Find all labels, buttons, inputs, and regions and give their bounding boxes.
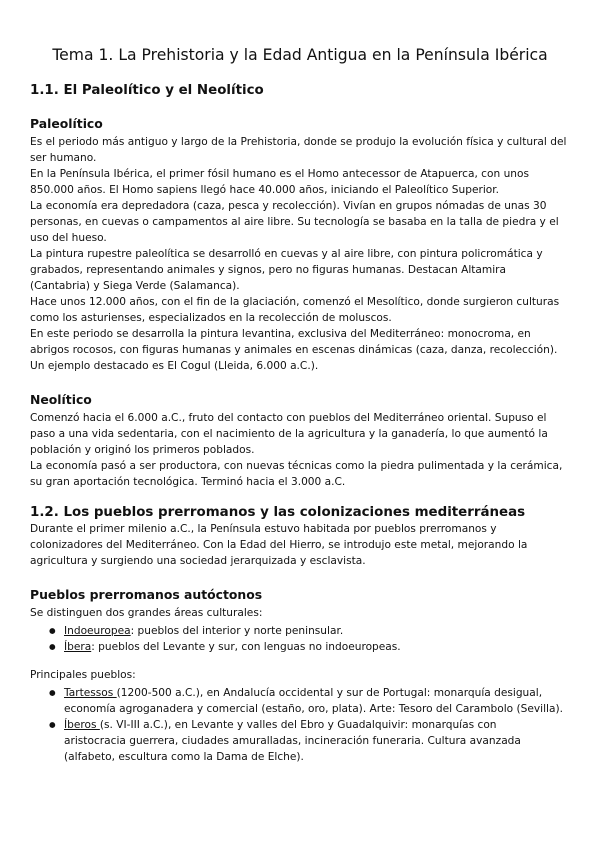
- text-line: uso del hueso.: [30, 232, 107, 244]
- text-line: grabados, representando animales y signos, pero no figuras humanas. Destacan Altamira: [30, 264, 507, 276]
- text-line: En la Península Ibérica, el primer fósil humano es el Homo antecessor de Atapuerca, con unos: [30, 168, 530, 180]
- list-item: [64, 685, 570, 717]
- paleolitico-text: [30, 134, 570, 374]
- item-text: aristocracia guerrera, ciudades amuralladas, incineración funeraria. Cultura avanzada: [64, 735, 521, 747]
- subheading-pueblos-prerromanos: Pueblos prerromanos autóctonos: [30, 587, 263, 602]
- item-text: (1200-500 a.C.), en Andalucía occidental y sur de Portugal: monarquía desigual,: [116, 687, 543, 699]
- text-line: como los asturienses, especializados en la recolección de moluscos.: [30, 312, 392, 324]
- text-line: En este periodo se desarrolla la pintura levantina, exclusiva del Mediterráneo: monocroma, en: [30, 328, 531, 340]
- subheading-neolitico: Neolítico: [30, 392, 92, 407]
- subheading-paleolitico: Paleolítico: [30, 116, 103, 131]
- document-title: Tema 1. La Prehistoria y la Edad Antigua en la Península Ibérica: [52, 46, 548, 64]
- text-line: agricultura y surgiendo una sociedad jerarquizada y esclavista.: [30, 555, 366, 567]
- list-item: [64, 717, 570, 765]
- item-text: economía agroganadera y comercial (estaño, oro, plata). Arte: Tesoro del Carambolo (Sevilla).: [64, 703, 563, 715]
- item-text: (alfabeto, escultura como la Dama de Elche).: [64, 751, 304, 763]
- term-indoeuropea: Indoeuropea: [64, 625, 131, 637]
- text-line: paso a una vida sedentaria, con el nacimiento de la agricultura y la ganadería, lo que aumentó la: [30, 428, 548, 440]
- section-1-2-intro: [30, 521, 570, 569]
- neolitico-text: [30, 410, 570, 490]
- list-item: [64, 623, 570, 639]
- text-line: Hace unos 12.000 años, con el fin de la glaciación, comenzó el Mesolítico, donde surgieron culturas: [30, 296, 560, 308]
- item-text: : pueblos del interior y norte peninsular.: [130, 625, 344, 637]
- text-line: Durante el primer milenio a.C., la Península estuvo habitada por pueblos prerromanos y: [30, 523, 497, 535]
- text-line: ser humano.: [30, 152, 97, 164]
- text-line: La economía pasó a ser productora, con nuevas técnicas como la piedra pulimentada y la cerámica,: [30, 460, 563, 472]
- text-line: (Cantabria) y Siega Verde (Salamanca).: [30, 280, 240, 292]
- text-line: población y originó los primeros poblados.: [30, 444, 255, 456]
- list-item: [64, 639, 570, 655]
- text-line: Comenzó hacia el 6.000 a.C., fruto del contacto con pueblos del Mediterráneo oriental. Supuso el: [30, 412, 547, 424]
- text-line: abrigos rocosos, con figuras humanas y animales en escenas dinámicas (caza, danza, recolección).: [30, 344, 558, 356]
- text-line: su gran aportación tecnológica. Terminó hacia el 3.000 a.C.: [30, 476, 346, 488]
- areas-list: [30, 623, 570, 655]
- text-line: colonizadores del Mediterráneo. Con la Edad del Hierro, se introdujo este metal, mejorando la: [30, 539, 528, 551]
- section-heading-1-2: 1.2. Los pueblos prerromanos y las colonizaciones mediterráneas: [30, 505, 526, 520]
- term-tartessos: Tartessos: [64, 687, 117, 699]
- text-line: personas, en cuevas o campamentos al aire libre. Su tecnología se basaba en la talla de piedra y el: [30, 216, 559, 228]
- section-heading-1-1: 1.1. El Paleolítico y el Neolítico: [30, 83, 264, 98]
- text-line: La economía era depredadora (caza, pesca y recolección). Vivían en grupos nómadas de unas 30: [30, 200, 547, 212]
- areas-intro: Se distinguen dos grandes áreas culturales:: [30, 607, 263, 619]
- peoples-list: [30, 685, 570, 765]
- text-line: Un ejemplo destacado es El Cogul (Lleida, 6.000 a.C.).: [30, 360, 319, 372]
- term-iberos: Íberos: [64, 719, 100, 731]
- term-ibera: Íbera: [64, 641, 92, 653]
- text-line: 850.000 años. El Homo sapiens llegó hace 40.000 años, iniciando el Paleolítico Superior.: [30, 184, 499, 196]
- item-text: (s. VI-III a.C.), en Levante y valles del Ebro y Guadalquivir: monarquías con: [99, 719, 497, 731]
- item-text: : pueblos del Levante y sur, con lenguas no indoeuropeas.: [91, 641, 401, 653]
- text-line: La pintura rupestre paleolítica se desarrolló en cuevas y al aire libre, con pintura policromática y: [30, 248, 543, 260]
- peoples-label: Principales pueblos:: [30, 669, 136, 681]
- text-line: Es el periodo más antiguo y largo de la Prehistoria, donde se produjo la evolución física y cultural del: [30, 136, 567, 148]
